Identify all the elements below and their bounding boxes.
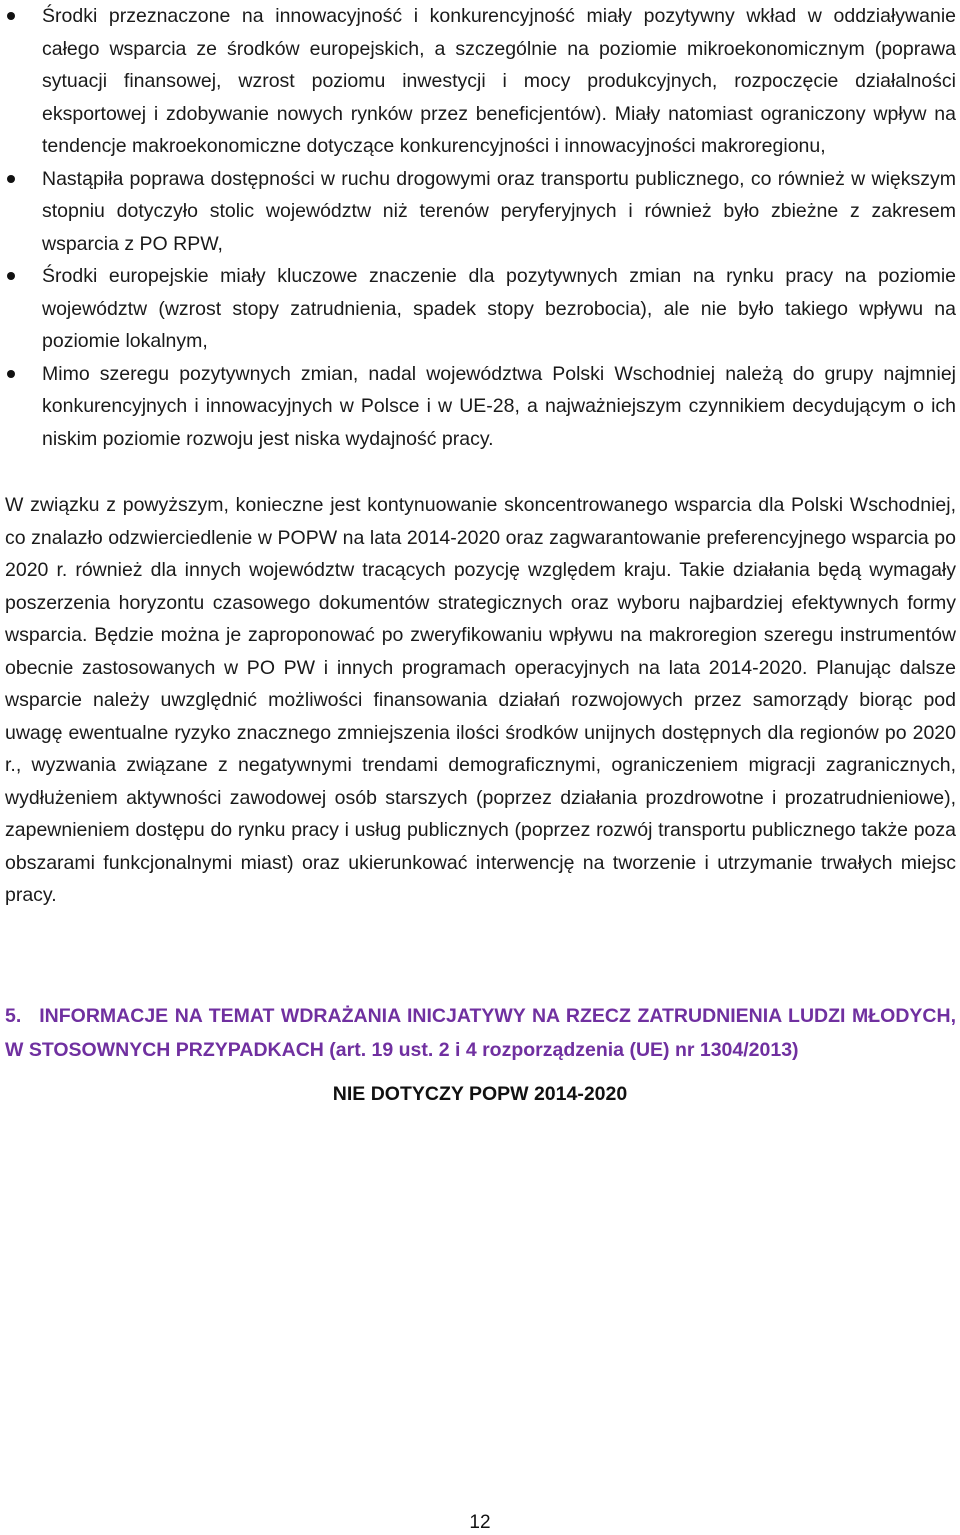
section-number: 5. <box>5 1005 22 1027</box>
conclusions-bullet-list <box>0 0 960 455</box>
bullet-item-transport: Nastąpiła poprawa dostępności w ruchu drogowymi oraz transportu publicznego, co również w większym stopniu dotyczyło stolic województw niż terenów peryferyjnych i również było zbieżne z zakresem wsparcia z PO RPW, <box>0 163 960 261</box>
not-applicable-note: NIE DOTYCZY POPW 2014-2020 <box>332 1083 628 1105</box>
bullet-item-innovation: Środki przeznaczone na innowacyjność i konkurencyjność miały pozytywny wkład w oddziaływanie całego wsparcia ze środków europejskich, a szczególnie na poziomie mikroekonomicznym (poprawa sytuacji finansowej, wzrost poziomu inwestycji i mocy produkcyjnych, rozpoczęcie działalności eksportowej i zdobywanie nowych rynków przez beneficjentów). Miały natomiast ograniczony wpływ na tendencje makroekonomiczne dotyczące konkurencyjności i innowacyjności makroregionu, <box>0 0 960 163</box>
bullet-item-competitiveness: Mimo szeregu pozytywnych zmian, nadal województwa Polski Wschodniej należą do grupy najmniej konkurencyjnych i innowacyjnych w Polsce i w UE-28, a najważniejszym czynnikiem decydującym o ich niskim poziomie rozwoju jest niska wydajność pracy. <box>0 358 960 456</box>
section-heading <box>5 999 956 1067</box>
bullet-item-labour-market: Środki europejskie miały kluczowe znaczenie dla pozytywnych zmian na rynku pracy na poziomie województw (wzrost stopy zatrudnienia, spadek stopy bezrobocia), ale nie było takiego wpływu na poziomie lokalnym, <box>0 260 960 358</box>
page-number: 12 <box>469 1512 491 1533</box>
summary-paragraph: W związku z powyższym, konieczne jest kontynuowanie skoncentrowanego wsparcia dla Polski Wschodniej, co znalazło odzwierciedlenie w POPW na lata 2014-2020 oraz zagwarantowanie preferencyjnego wsparcia po 2020 r. również dla innych województw tracących pozycję względem kraju. Takie działania będą wymagały poszerzenia horyzontu czasowego dokumentów strategicznych oraz wyboru najbardziej efektywnych formy wsparcia. Będzie można je zaproponować po zweryfikowaniu wpływu na makroregion szeregu instrumentów obecnie zastosowanych w PO PW i innych programach operacyjnych na lata 2014-2020. Planując dalsze wsparcie należy uwzględnić możliwości finansowania działań rozwojowych przez samorządy biorąc pod uwagę ewentualne ryzyko znacznego zmniejszenia ilości środków unijnych dostępnych dla regionów po 2020 r., wyzwania związane z negatywnymi trendami demograficznymi, ograniczeniem migracji zagranicznych, wydłużeniem aktywności zawodowej osób starszych (poprzez działania prozdrowotne i prozatrudnieniowe), zapewnieniem dostępu do rynku pracy i usług publicznych (poprzez rozwój transportu publicznego także poza obszarami funkcjonalnymi miast) oraz ukierunkować interwencję na tworzenie i utrzymanie trwałych miejsc pracy. <box>5 494 956 906</box>
section-title: INFORMACJE NA TEMAT WDRAŻANIA INICJATYWY NA RZECZ ZATRUDNIENIA LUDZI MŁODYCH, W STOSOWNYCH PRZYPADKACH (art. 19 ust. 2 i 4 rozporządzenia (UE) nr 1304/2013) <box>5 1005 956 1061</box>
